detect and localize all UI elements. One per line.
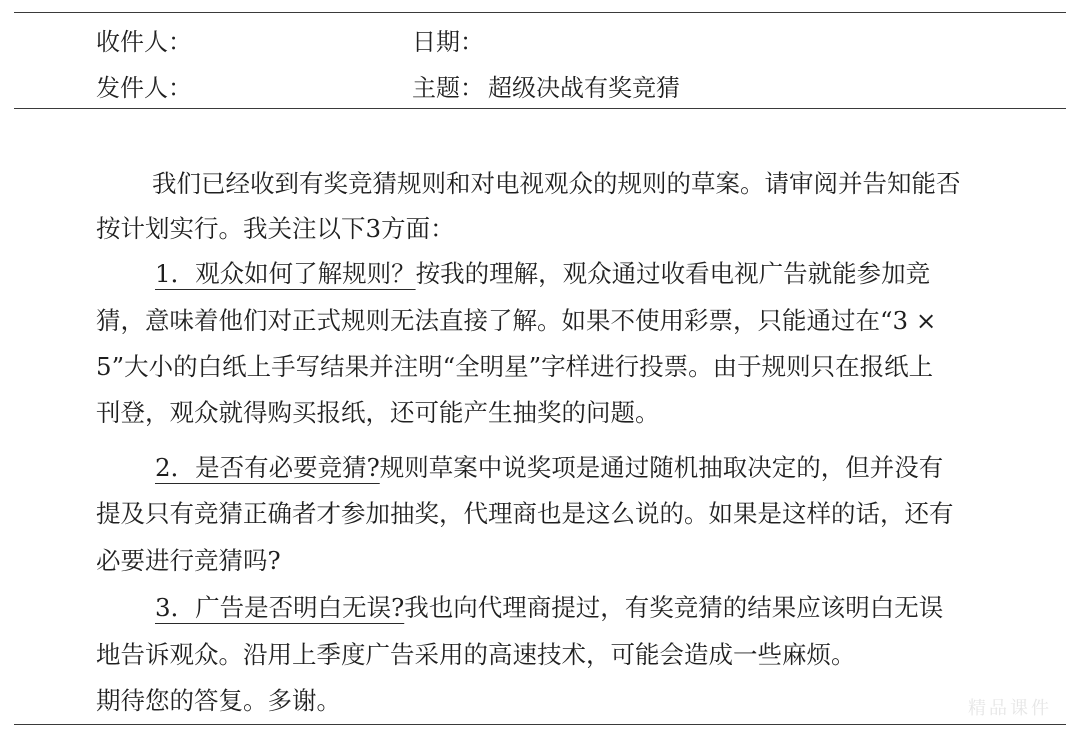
subject-label: 主题： xyxy=(412,74,484,102)
point-2-heading: 2．是否有必要竞猜? xyxy=(155,453,380,482)
sender-label: 发件人： xyxy=(96,74,192,102)
top-divider xyxy=(14,12,1066,13)
date-field xyxy=(412,22,484,62)
body-line-8: 提及只有竞猜正确者才参加抽奖，代理商也是这么说的。如果是这样的话，还有 xyxy=(96,499,954,528)
body-line-11: 地告诉观众。沿用上季度广告采用的高速技术，可能会造成一些麻烦。 xyxy=(96,640,856,669)
point-3-heading: 3．广告是否明白无误? xyxy=(155,593,405,622)
subject-field xyxy=(412,68,680,108)
memo-header-row-1 xyxy=(0,22,1080,62)
memo-header-row-2 xyxy=(0,68,1080,108)
point-2 xyxy=(155,445,1080,490)
watermark: 精品课件 xyxy=(968,698,1052,719)
closing-line: 期待您的答复。多谢。 xyxy=(96,686,341,715)
point-3-text: 我也向代理商提过，有奖竞猜的结果应该明白无误 xyxy=(404,593,944,622)
bottom-divider xyxy=(14,724,1066,725)
body-line-4: 猜，意味着他们对正式规则无法直接了解。如果不使用彩票，只能通过在“3 × xyxy=(96,306,937,335)
body-line-5: 5”大小的白纸上手写结果并注明“全明星”字样进行投票。由于规则只在报纸上 xyxy=(96,352,934,381)
point-3 xyxy=(155,585,1080,630)
recipient-field xyxy=(96,22,192,62)
point-1-heading: 1．观众如何了解规则？ xyxy=(155,259,416,288)
sender-field xyxy=(96,68,192,108)
body-line-1: 我们已经收到有奖竞猜规则和对电视观众的规则的草案。请审阅并告知能否 xyxy=(152,169,961,198)
body-line-6: 刊登，观众就得购买报纸，还可能产生抽奖的问题。 xyxy=(96,398,660,427)
point-1 xyxy=(155,251,1080,296)
body-line-2: 按计划实行。我关注以下3方面： xyxy=(96,214,455,243)
point-2-text: 规则草案中说奖项是通过随机抽取决定的，但并没有 xyxy=(379,453,944,482)
date-label: 日期： xyxy=(412,28,484,56)
recipient-label: 收件人： xyxy=(96,28,192,56)
header-divider xyxy=(14,108,1066,109)
subject-value: 超级决战有奖竞猜 xyxy=(488,74,680,102)
body-line-9: 必要进行竞猜吗? xyxy=(96,546,281,575)
point-1-text: 按我的理解，观众通过收看电视广告就能参加竞 xyxy=(415,259,931,288)
